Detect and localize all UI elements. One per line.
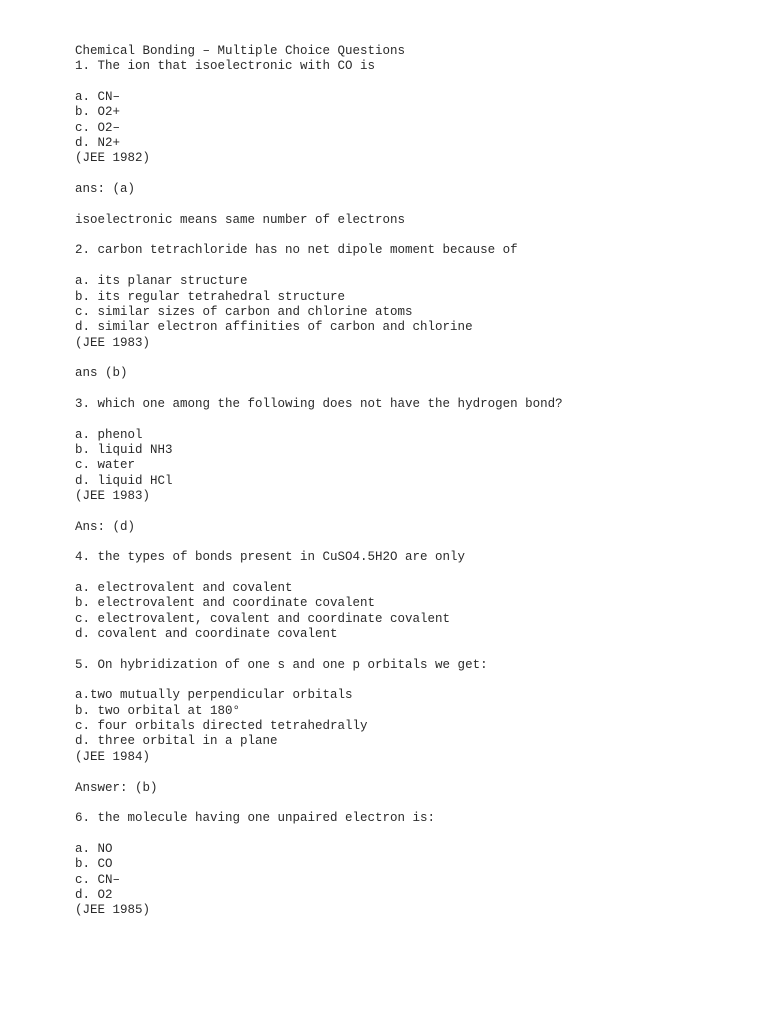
question-2-text: 2. carbon tetrachloride has no net dipole moment because of [75, 243, 518, 258]
question-1-explanation: isoelectronic means same number of electrons [75, 212, 406, 227]
question-6-source: (JEE 1985) [75, 903, 151, 918]
question-4-option-b: b. electrovalent and coordinate covalent [75, 596, 376, 611]
question-1-text: 1. The ion that isoelectronic with CO is [75, 59, 376, 74]
question-1-option-c: c. O2– [75, 120, 121, 135]
blank-line [75, 765, 735, 780]
question-4-option-c: c. electrovalent, covalent and coordinate covalent [75, 611, 451, 626]
question-2-option-c: c. similar sizes of carbon and chlorine atoms [75, 304, 413, 319]
question-3-answer: Ans: (d) [75, 519, 136, 534]
document-title: Chemical Bonding – Multiple Choice Questions [75, 44, 406, 58]
question-5-source: (JEE 1984) [75, 749, 151, 764]
blank-line [75, 642, 735, 657]
blank-line [75, 75, 735, 90]
question-6-option-a: a. NO [75, 841, 113, 856]
question-3-source: (JEE 1983) [75, 488, 151, 503]
blank-line [75, 566, 735, 581]
document-page [75, 44, 735, 919]
question-2-option-d: d. similar electron affinities of carbon and chlorine [75, 320, 473, 335]
question-5-option-b: b. two orbital at 180° [75, 703, 241, 718]
question-3-text: 3. which one among the following does not have the hydrogen bond? [75, 396, 563, 411]
question-5-text: 5. On hybridization of one s and one p orbitals we get: [75, 657, 488, 672]
blank-line [75, 228, 735, 243]
question-3-option-b: b. liquid NH3 [75, 442, 173, 457]
question-1-option-a: a. CN– [75, 90, 121, 105]
question-1-source: (JEE 1982) [75, 151, 151, 166]
question-1-option-b: b. O2+ [75, 105, 121, 120]
question-4-text: 4. the types of bonds present in CuSO4.5H2O are only [75, 550, 466, 565]
question-4-option-a: a. electrovalent and covalent [75, 581, 293, 596]
question-5-option-a: a.two mutually perpendicular orbitals [75, 688, 353, 703]
question-2-option-b: b. its regular tetrahedral structure [75, 289, 346, 304]
question-1-option-d: d. N2+ [75, 136, 121, 151]
question-4-option-d: d. covalent and coordinate covalent [75, 627, 338, 642]
question-6-option-b: b. CO [75, 857, 113, 872]
blank-line [75, 382, 735, 397]
question-6-text: 6. the molecule having one unpaired electron is: [75, 811, 436, 826]
question-3-option-c: c. water [75, 458, 136, 473]
question-3-option-a: a. phenol [75, 427, 143, 442]
blank-line [75, 197, 735, 212]
blank-line [75, 535, 735, 550]
question-5-option-c: c. four orbitals directed tetrahedrally [75, 719, 368, 734]
question-1-answer: ans: (a) [75, 182, 136, 197]
blank-line [75, 167, 735, 182]
question-2-option-a: a. its planar structure [75, 274, 248, 289]
blank-line [75, 351, 735, 366]
question-6-option-c: c. CN– [75, 872, 121, 887]
blank-line [75, 827, 735, 842]
question-2-source: (JEE 1983) [75, 335, 151, 350]
blank-line [75, 673, 735, 688]
question-3-option-d: d. liquid HCl [75, 473, 173, 488]
blank-line [75, 412, 735, 427]
question-2-answer: ans (b) [75, 366, 128, 381]
blank-line [75, 796, 735, 811]
blank-line [75, 259, 735, 274]
question-5-answer: Answer: (b) [75, 780, 158, 795]
blank-line [75, 504, 735, 519]
question-5-option-d: d. three orbital in a plane [75, 734, 278, 749]
question-6-option-d: d. O2 [75, 887, 113, 902]
